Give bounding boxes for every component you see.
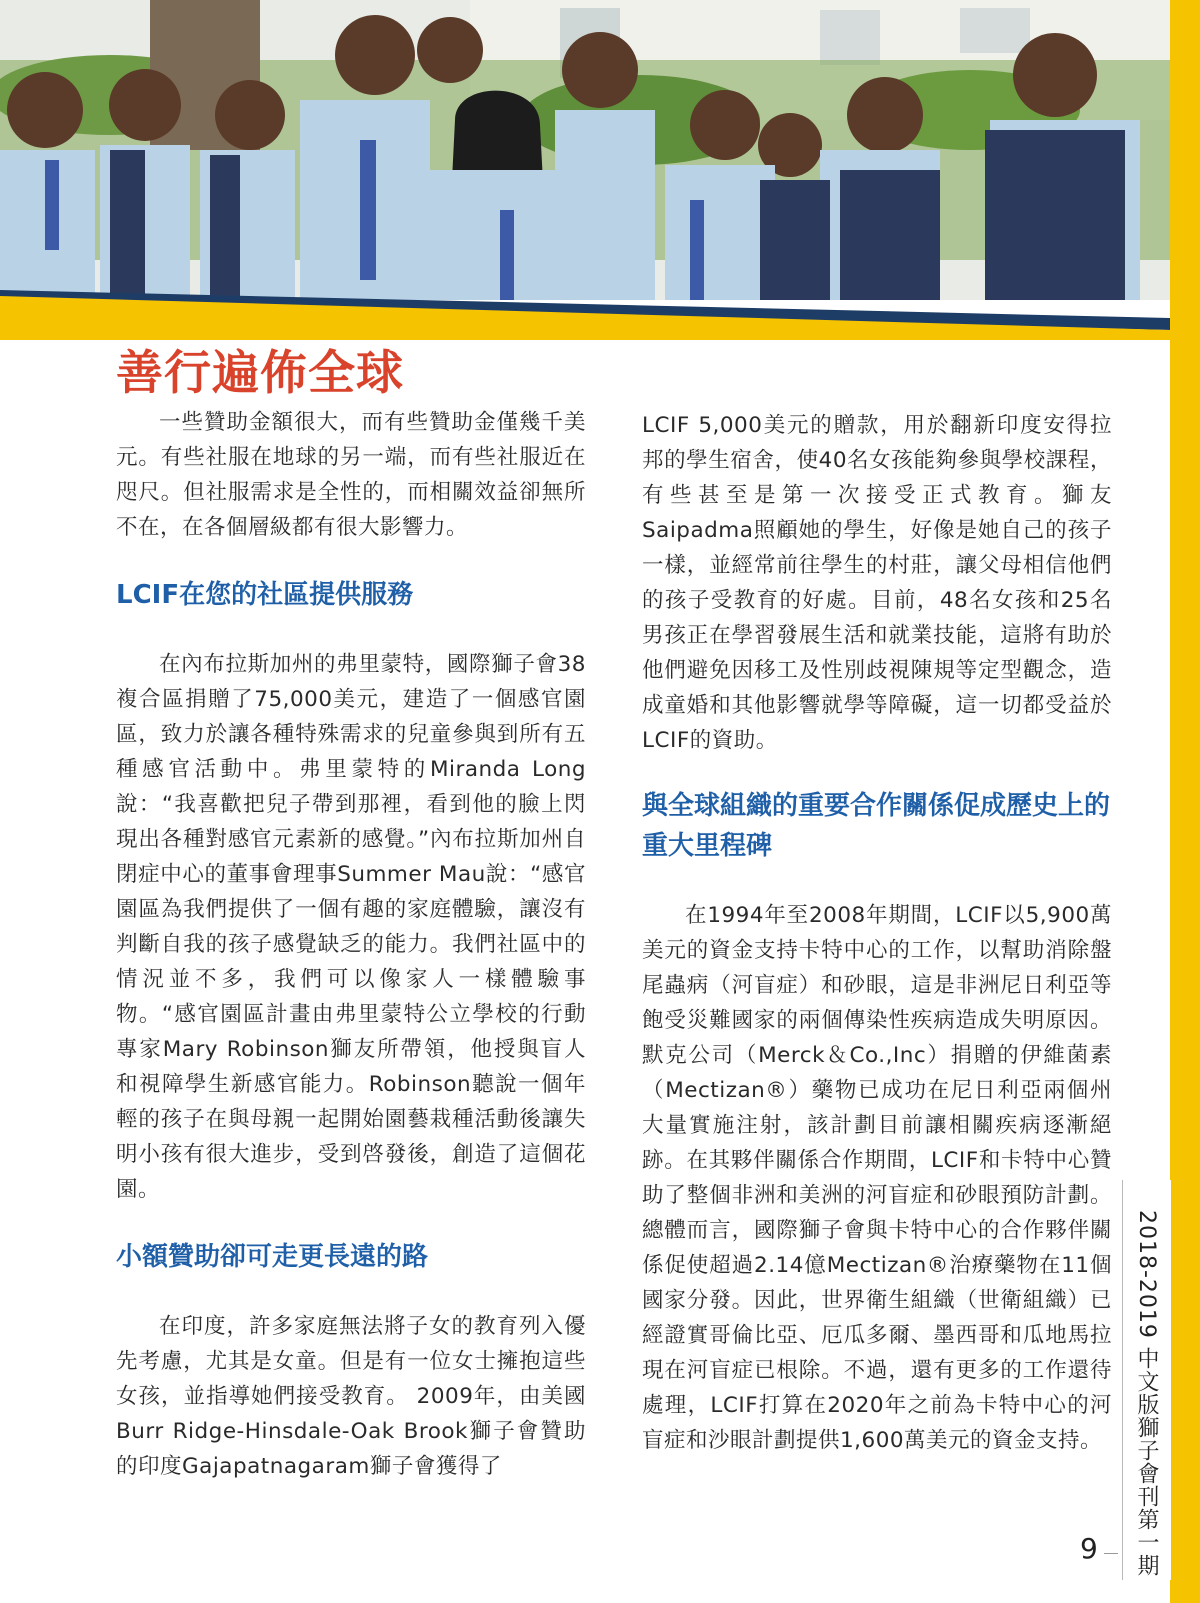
- section-heading-small-grants: 小額贊助卻可走更長遠的路: [116, 1242, 429, 1272]
- page-number-divider: [1104, 1553, 1118, 1554]
- section-paragraph-lcif-community: 在內布拉斯加州的弗里蒙特，國際獅子會38複合區捐贈了75,000美元，建造了一個感官園區，致力於讓各種特殊需求的兒童參與到所有五種感官活動中。弗里蒙特的Miranda Long說：“我喜歡把兒子帶到那裡，看到他的臉上閃現出各種對感官元素新的感覺。”內布拉斯加州自閉症中心的董事會理事Summer Mau說：“感官園區為我們提供了一個有趣的家庭體驗，讓沒有判斷自我的孩子感覺缺乏的能力。我們社區中的情況並不多，我們可以像家人一樣體驗事物。“感官園區計畫由弗里蒙特公立學校的行動專家Mary Robinson獅友所帶領，他授與盲人和視障學生新感官能力。Robinson聽說一個年輕的孩子在與母親一起開始園藝栽種活動後讓失明小孩有很大進步，受到啓發後，創造了這個花園。: [116, 652, 586, 1202]
- accent-side-bar: [1170, 0, 1200, 1603]
- left-column: [116, 405, 586, 1484]
- section-paragraph-small-grants: 在印度，許多家庭無法將子女的教育列入優先考慮，尤其是女童。但是有一位女士擁抱這些女孩，並指導她們接受教育。 2009年，由美國Burr Ridge-Hinsdale-Oak Brook獅子會贊助的印度Gajapatnagaram獅子會獲得了: [116, 1314, 586, 1479]
- issue-caption: 2018-2019 中文版獅子會刊第一期: [1134, 1210, 1159, 1577]
- section-heading-global-partnership: 與全球組織的重要合作關係促成歷史上的重大里程碑: [642, 791, 1111, 861]
- section-paragraph-global-partnership: 在1994年至2008年期間，LCIF以5,900萬美元的資金支持卡特中心的工作，以幫助消除盤尾蟲病（河盲症）和砂眼，這是非洲尼日利亞等飽受災難國家的兩個傳染性疾病造成失明原因。默克公司（Merck＆Co.,Inc）捐贈的伊維菌素（Mectizan®）藥物已成功在尼日利亞兩個州大量實施注射，該計劃目前讓相關疾病逐漸絕跡。在其夥伴關係合作期間，LCIF和卡特中心贊助了整個非洲和美洲的河盲症和砂眼預防計劃。總體而言，國際獅子會與卡特中心的合作夥伴關係促使超過2.14億Mectizan®治療藥物在11個國家分發。因此，世界衛生組織（世衛組織）已經證實哥倫比亞、厄瓜多爾、墨西哥和瓜地馬拉現在河盲症已根除。不過，還有更多的工作還待處理，LCIF打算在2020年之前為卡特中心的河盲症和沙眼計劃提供1,600萬美元的資金支持。: [642, 903, 1112, 1453]
- section-heading-lcif-community: LCIF在您的社區提供服務: [116, 580, 414, 610]
- small-grants-continued-paragraph: LCIF 5,000美元的贈款，用於翻新印度安得拉邦的學生宿舍，使40名女孩能夠參與學校課程，有些甚至是第一次接受正式教育。獅友Saipadma照顧她的學生，好像是她自己的孩子一樣，並經常前往學生的村莊，讓父母相信他們的孩子受教育的好處。目前，48名女孩和25名男孩正在學習發展生活和就業技能，這將有助於他們避免因移工及性別歧視陳規等定型觀念，造成童婚和其他影響就學等障礙，這一切都受益於LCIF的資助。: [642, 413, 1112, 753]
- right-column: [642, 408, 1112, 1458]
- page-number: 9: [1080, 1532, 1098, 1565]
- students-photo-illustration: [0, 0, 1170, 340]
- header-photo: [0, 0, 1170, 340]
- intro-paragraph: 一些贊助金額很大，而有些贊助金僅幾千美元。有些社服在地球的另一端，而有些社服近在咫尺。但社服需求是全性的，而相關效益卻無所不在，在各個層級都有很大影響力。: [116, 410, 586, 540]
- article-title: 善行遍佈全球: [116, 346, 404, 401]
